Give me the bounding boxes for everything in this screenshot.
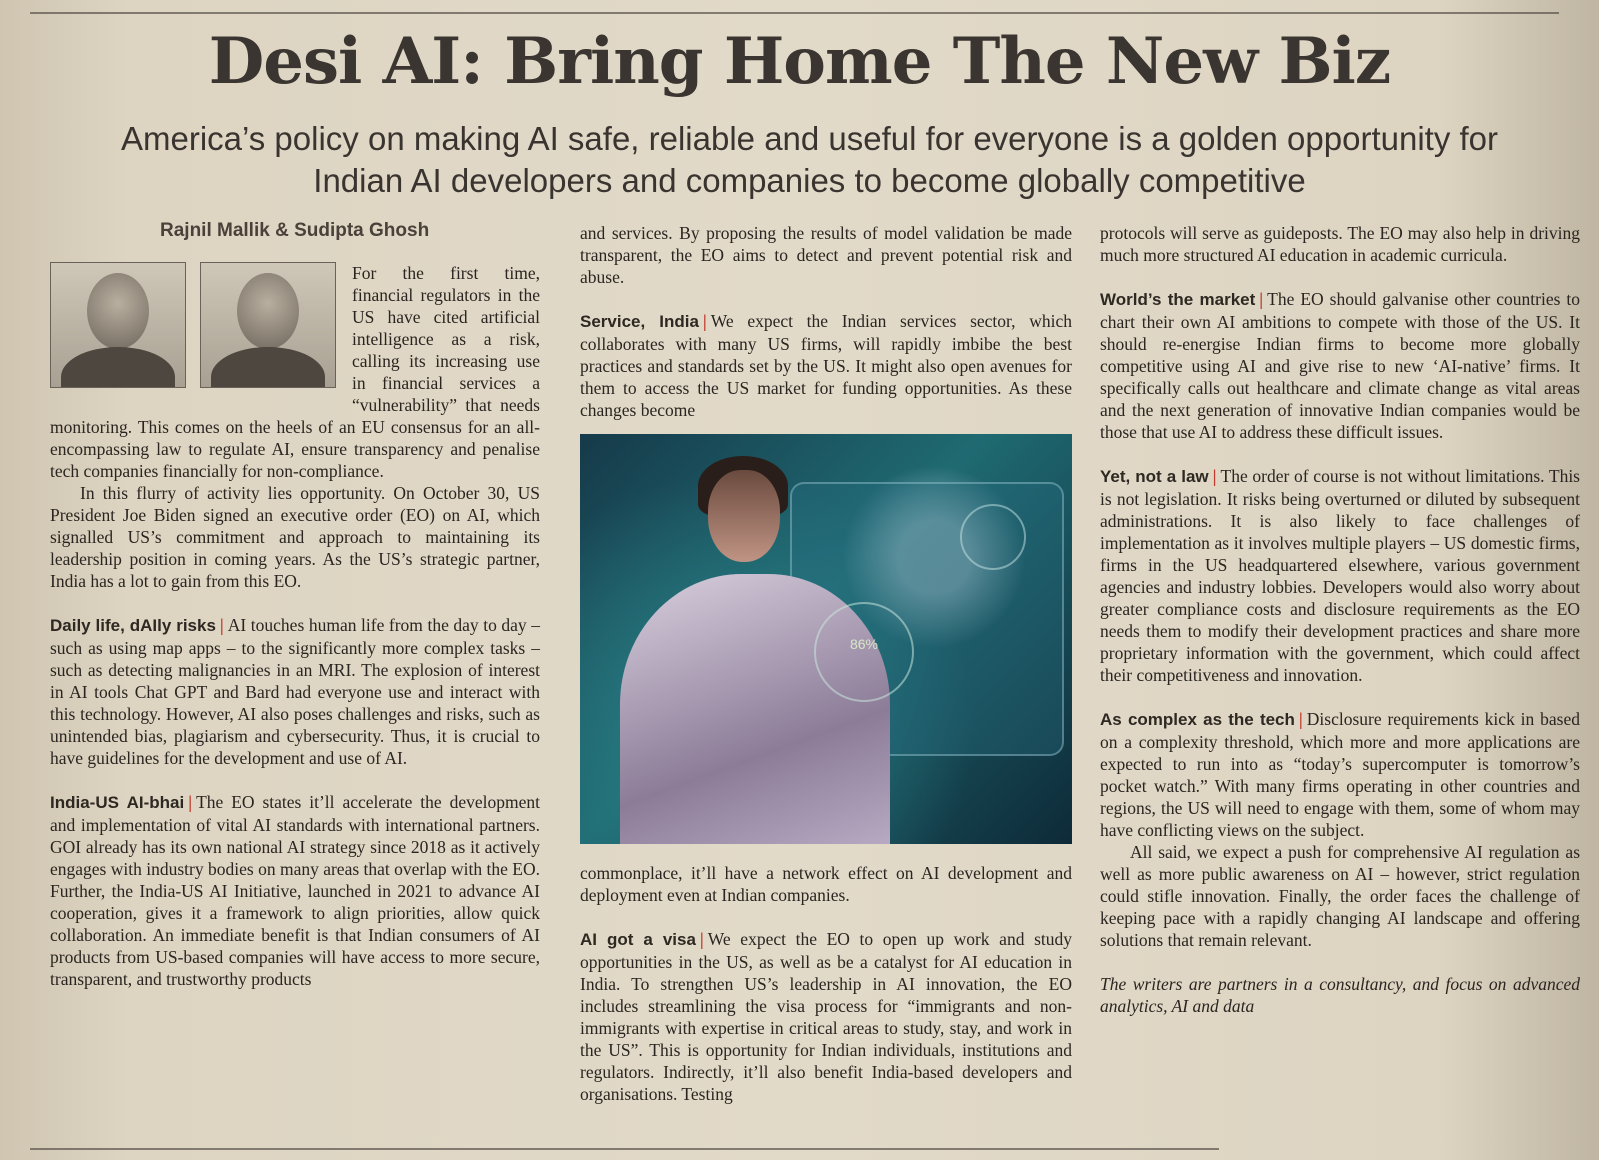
subheadline: America’s policy on making AI safe, reliable and useful for everyone is a golden opportunity for Indian AI developers and companies to become globally competitive — [121, 120, 1498, 199]
headline: Desi AI: Bring Home The New Biz — [208, 24, 1391, 99]
col2-section-visa — [580, 928, 1072, 1105]
bottom-rule — [30, 1148, 1219, 1150]
column-3 — [1100, 222, 1580, 1039]
section-heading: India-US AI-bhai — [50, 793, 185, 812]
separator: | — [702, 311, 707, 331]
section-body: Disclosure requirements kick in based on a complexity threshold, which more and more applications are expected to run into as “today’s supercomputer is tomorrow’s pocket watch.” With many firms operating in other countries and regions, the US will need to engage with them, some of whom may have conflicting views on the subject. — [1100, 709, 1580, 840]
writer-credit: The writers are partners in a consultancy, and focus on advanced analytics, AI and data — [1100, 974, 1580, 1016]
col1-section-india-us — [50, 791, 540, 990]
section-body: The order of course is not without limitations. This is not legislation. It risks being overturned or diluted by subsequent administrations. It is also likely to face challenges of implementation as it involves multiple players – US domestic firms, firms in the US headquartered elsewhere, various government agencies and industry lobbies. Developers would also worry about greater compliance costs and disclosure requirements as the EO needs them to modify their development practices and share more proprietary information with the government, which could affect their competitiveness and innovation. — [1100, 466, 1580, 685]
col3-section-not-a-law — [1100, 465, 1580, 686]
separator: | — [1259, 289, 1264, 309]
column-2-top — [580, 222, 1072, 443]
separator: | — [188, 792, 193, 812]
col3-paragraph-2: All said, we expect a push for comprehensive AI regulation as well as more public awareness on AI – however, strict regulation could stifle innovation. Finally, the order faces the challenge of keeping pace with a rapidly changing AI landscape and offering solutions that remain relevant. — [1100, 842, 1580, 950]
col2-section-service-india — [580, 310, 1072, 421]
circuit-ring-icon — [960, 504, 1026, 570]
section-heading: As complex as the tech — [1100, 710, 1295, 729]
separator: | — [1212, 466, 1217, 486]
col1-paragraph-2: In this flurry of activity lies opportunity. On October 30, US President Joe Biden signed an executive order (EO) on AI, which signalled US’s commitment and approach to maintaining its leadership position in coming years. As the US’s strategic partner, India has a lot to gain from this EO. — [50, 483, 540, 591]
col1-paragraph-1: For the first time, financial regulators in the US have cited artificial intelligence as a risk, calling its increasing use in financial services a “vulnerability” that needs monitoring. This comes on the heels of an EU consensus for an all-encompassing law to regulate AI, ensure transparency and penalise tech companies financially for non-compliance. — [50, 263, 540, 481]
column-1 — [50, 262, 540, 1012]
percentage-gauge-icon — [814, 602, 914, 702]
col2-paragraph-1: and services. By proposing the results of model validation be made transparent, the EO aims to detect and prevent potential risk and abuse. — [580, 223, 1072, 287]
section-heading: Daily life, dAIly risks — [50, 616, 216, 635]
section-heading: Service, India — [580, 312, 699, 331]
separator: | — [699, 929, 704, 949]
section-heading: World’s the market — [1100, 290, 1256, 309]
ai-illustration — [580, 434, 1072, 844]
section-heading: Yet, not a law — [1100, 467, 1209, 486]
section-body: The EO states it’ll accelerate the development and implementation of vital AI standards with international partners. GOI already has its own national AI strategy since 2018 as it actively engages with industry bodies on many areas that overlap with the EO. Further, the India-US AI Initiative, launched in 2021 to advance AI cooperation, gives it a framework to align priorities, allow quick collaboration. An immediate benefit is that Indian consumers of AI products from US-based companies will have access to more secure, transparent, and trustworthy products — [50, 792, 540, 989]
author-photo-1 — [50, 262, 186, 388]
column-2-bottom — [580, 862, 1072, 1127]
section-body: AI touches human life from the day to day – such as using map apps – to the significantly more complex tasks – such as detecting malignancies in an MRI. The explosion of interest in AI tools Chat GPT and Bard had everyone use and interact with this technology. However, AI also poses challenges and risks, such as unintended bias, plagiarism and cybersecurity. Thus, it is crucial to have guidelines for the development and use of AI. — [50, 615, 540, 768]
section-body: We expect the EO to open up work and study opportunities in the US, as well as be a catalyst for AI education in India. To strengthen US’s leadership in AI innovation, the EO includes streamlining the visa process for “immigrants and non-immigrants with expertise in critical areas to study, stay, and work in the US”. This is opportunity for Indian individuals, institutions and regulators. Indirectly, it’ll also benefit India-based developers and organisations. Testing — [580, 929, 1073, 1104]
author-photo-2 — [200, 262, 336, 388]
author-photos — [50, 262, 342, 392]
section-heading: AI got a visa — [580, 930, 696, 949]
top-rule — [30, 12, 1559, 14]
gauge-value: 86% — [849, 636, 879, 652]
col3-section-complex — [1100, 708, 1580, 841]
col3-paragraph-1: protocols will serve as guideposts. The EO may also help in driving much more structured AI education in academic curricula. — [1100, 223, 1580, 265]
section-body: We expect the Indian services sector, which collaborates with many US firms, will rapidly imbibe the best practices and standards set by the US. It might also open avenues for them to access the US market for funding opportunities. As these changes become — [580, 311, 1072, 420]
col1-section-daily-life — [50, 614, 540, 769]
byline: Rajnil Mallik & Sudipta Ghosh — [160, 220, 430, 241]
col2-paragraph-2: commonplace, it’ll have a network effect on AI development and deployment even at Indian companies. — [580, 863, 1072, 905]
woman-head — [708, 470, 780, 562]
col3-section-worlds-market — [1100, 288, 1580, 443]
section-body: The EO should galvanise other countries to chart their own AI ambitions to compete with those of the US. It should re-energise Indian firms to become more globally competitive using AI and give rise to new ‘AI-native’ firms. It specifically calls out healthcare and climate change as vital areas and the next generation of innovative Indian companies would be those that use AI to address these difficult issues. — [1100, 289, 1580, 442]
separator: | — [1298, 709, 1303, 729]
separator: | — [219, 615, 224, 635]
